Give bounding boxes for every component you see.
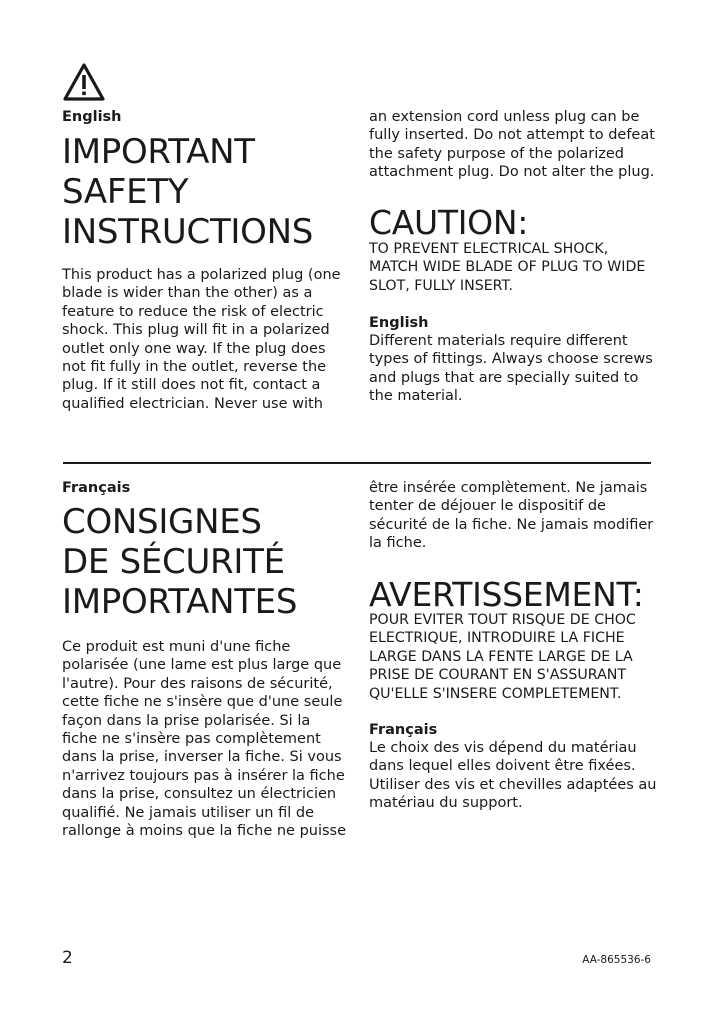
- french-language-label: Français: [62, 480, 131, 496]
- french-fittings-language-label: Français: [369, 722, 438, 738]
- english-language-label: English: [62, 109, 122, 125]
- french-title: CONSIGNES DE SÉCURITÉ IMPORTANTES: [62, 502, 298, 622]
- english-caution-heading: CAUTION:: [369, 203, 529, 242]
- english-fittings-language-label: English: [369, 315, 429, 331]
- english-paragraph-left: This product has a polarized plug (one blade is wider than the other) as a feature to reduce the risk of electric shock. This plug will fit in a polarized outlet only one way. If the plug does not fit fully in the outlet, reverse the plug. If it still does not fit, contact a qualified electrician. Never use with: [62, 267, 341, 412]
- section-divider: [63, 462, 651, 464]
- french-paragraph-left: Ce produit est muni d'une fiche polarisée (une lame est plus large que l'autre). Pour des raisons de sécurité, cette fiche ne s'insère que d'une seule façon dans la prise polarisée. Si la fiche ne s'insère pas complètement dans la prise, inverser la fiche. Si vous n'arrivez toujours pas à insérer la fiche dans la prise, consultez un électricien qualifié. Ne jamais utiliser un fil de rallonge à moins que la fiche ne puisse: [62, 639, 347, 840]
- french-fittings-text: Le choix des vis dépend du matériau dans lequel elles doivent être fixées. Utiliser des vis et chevilles adaptées au matériau du support.: [369, 740, 657, 812]
- french-caution-heading: AVERTISSEMENT:: [369, 575, 644, 614]
- page-number: 2: [62, 948, 73, 968]
- english-fittings-text: Different materials require different types of fittings. Always choose screws and plugs that are specially suited to the material.: [369, 333, 653, 405]
- document-code: AA-865536-6: [582, 954, 651, 966]
- french-paragraph-right: être insérée complètement. Ne jamais tenter de déjouer le dispositif de sécurité de la fiche. Ne jamais modifier la fiche.: [369, 480, 654, 552]
- english-title: IMPORTANT SAFETY INSTRUCTIONS: [62, 132, 314, 252]
- french-caution-text: POUR EVITER TOUT RISQUE DE CHOC ELECTRIQUE, INTRODUIRE LA FICHE LARGE DANS LA FENTE LARGE DE LA PRISE DE COURANT EN S'ASSURANT QU'ELLE S'INSERE COMPLETEMENT.: [369, 612, 636, 702]
- warning-triangle-icon: [62, 62, 106, 102]
- english-caution-text: TO PREVENT ELECTRICAL SHOCK, MATCH WIDE BLADE OF PLUG TO WIDE SLOT, FULLY INSERT.: [369, 241, 646, 294]
- english-paragraph-right: an extension cord unless plug can be fully inserted. Do not attempt to defeat the safety purpose of the polarized attachment plug. Do not alter the plug.: [369, 109, 655, 181]
